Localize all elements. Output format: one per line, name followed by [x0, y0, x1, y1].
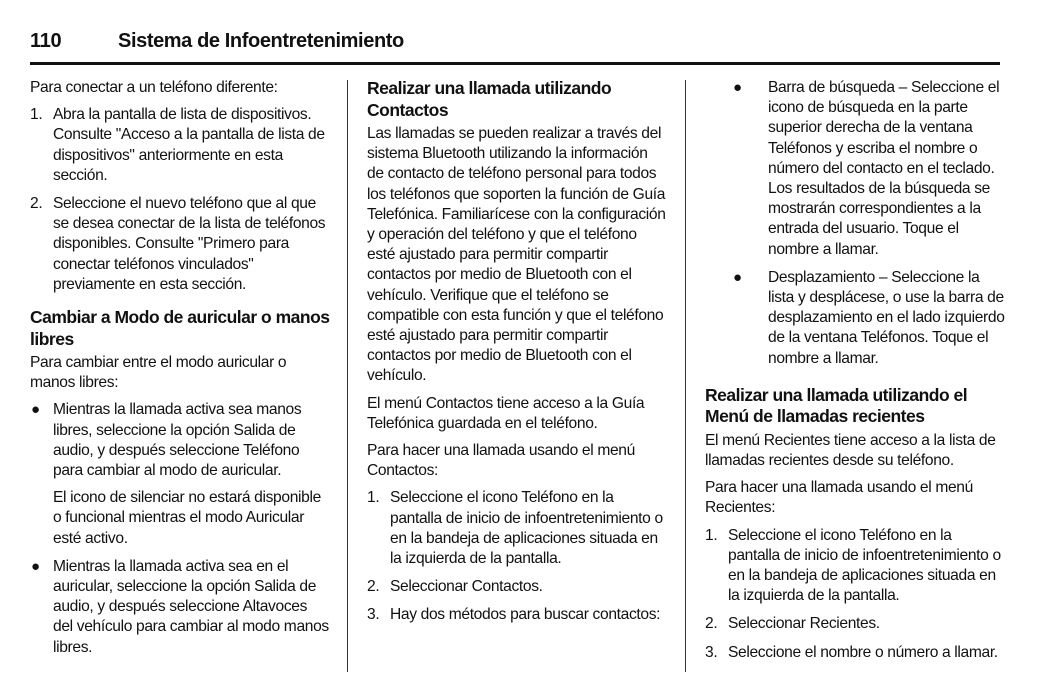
list-item	[705, 643, 1005, 663]
intro-text: Para conectar a un teléfono diferente:	[30, 79, 278, 96]
section-heading: Cambiar a Modo de auricular o manos libres	[30, 307, 330, 349]
column-1	[30, 78, 330, 666]
column-divider-2	[685, 80, 686, 672]
bullet-note: El icono de silenciar no estará disponible o funcional mientras el modo Auricular esté activo.	[53, 489, 321, 547]
step-text: Seleccionar Recientes.	[728, 615, 880, 633]
numbered-list	[367, 488, 667, 625]
column-3	[705, 78, 1005, 671]
list-item	[705, 268, 1005, 369]
bullet-text: Mientras la llamada activa sea manos libres, seleccione la opción Salida de audio, y después seleccione Teléfono para cambiar al modo de auricular.	[53, 401, 302, 480]
header-rule	[30, 62, 1000, 65]
body-paragraph: Las llamadas se pueden realizar a través del sistema Bluetooth utilizando la información de contacto de teléfono personal para todos los teléfonos que soporten la función de Guía Telefónica. Familiarícese con la configuración y operación del teléfono y que el teléfono esté ajustado para permitir compartir contactos por medio de Bluetooth con el vehículo. Verifique que el teléfono se compatible con esta función y que el teléfono esté ajustado para permitir compartir contactos por medio de Bluetooth con el vehículo.	[367, 125, 666, 385]
body-paragraph: El menú Recientes tiene acceso a la lista de llamadas recientes desde su teléfono.	[705, 431, 996, 470]
step-number: 3.	[705, 643, 718, 661]
list-item	[30, 105, 330, 186]
step-text: Seleccionar Contactos.	[390, 578, 543, 596]
list-item	[30, 400, 330, 548]
section-heading: Realizar una llamada utilizando Contactos	[367, 78, 612, 120]
step-number: 2.	[367, 578, 380, 596]
step-number: 2.	[30, 195, 43, 213]
step-number: 1.	[367, 489, 380, 507]
step-number: 3.	[367, 606, 380, 624]
step-number: 1.	[705, 526, 718, 544]
step-number: 1.	[30, 106, 43, 124]
bullet-mark: ●	[733, 79, 742, 96]
step-text: Abra la pantalla de lista de dispositivos. Consulte "Acceso a la pantalla de lista de dispositivos" anteriormente en esta sección.	[53, 106, 325, 184]
list-item	[705, 526, 1005, 607]
intro-text: Para cambiar entre el modo auricular o manos libres:	[30, 354, 287, 392]
page-header	[30, 30, 1000, 62]
list-item	[705, 614, 1005, 634]
list-item	[367, 577, 667, 597]
bullet-text: Mientras la llamada activa sea en el auricular, seleccione la opción Salida de audio, y después seleccione Altavoces del vehículo para cambiar al modo manos libres.	[53, 557, 329, 656]
bullet-text: Barra de búsqueda – Seleccione el icono de búsqueda en la parte superior derecha de la ventana Teléfonos y escriba el nombre o número del contacto en el teclado. Los resultados de la búsqueda se mostrarán correspondientes a la entrada del usuario. Toque el nombre a llamar.	[768, 79, 1000, 258]
numbered-list	[705, 526, 1005, 663]
chapter-title: Sistema de Infoentretenimiento	[118, 30, 404, 52]
step-text: Seleccione el icono Teléfono en la pantalla de inicio de infoentretenimiento o en la bandeja de aplicaciones situada en la izquierda de la pantalla.	[728, 526, 1001, 605]
list-item	[30, 194, 330, 295]
list-item	[30, 557, 330, 658]
column-2	[367, 78, 667, 634]
bullet-mark: ●	[31, 401, 40, 419]
body-paragraph: El menú Contactos tiene acceso a la Guía Telefónica guardada en el teléfono.	[367, 394, 645, 432]
bullet-mark: ●	[733, 268, 742, 286]
bullet-mark: ●	[31, 557, 40, 575]
bullet-list	[30, 400, 330, 657]
step-text: Seleccione el nuevo teléfono que al que se desea conectar de la lista de teléfonos disponibles. Consulte "Primero para conectar teléfonos vinculados" previamente en esta sección.	[53, 195, 326, 293]
body-paragraph: Para hacer una llamada usando el menú Contactos:	[367, 442, 635, 480]
page-number: 110	[30, 30, 62, 52]
step-number: 2.	[705, 615, 718, 633]
section-heading: Realizar una llamada utilizando el Menú de llamadas recientes	[705, 384, 968, 427]
step-text: Seleccione el icono Teléfono en la pantalla de inicio de infoentretenimiento o en la bandeja de aplicaciones situada en la izquierda de la pantalla.	[390, 489, 663, 568]
list-item	[705, 78, 1005, 260]
step-text: Seleccione el nombre o número a llamar.	[728, 643, 998, 661]
body-paragraph: Para hacer una llamada usando el menú Recientes:	[705, 479, 973, 517]
column-divider-1	[347, 80, 348, 672]
bullet-text: Desplazamiento – Seleccione la lista y desplácese, o use la barra de desplazamiento en el lado izquierdo de la ventana Teléfonos. Toque el nombre a llamar.	[768, 268, 1005, 367]
numbered-list	[30, 105, 330, 295]
step-text: Hay dos métodos para buscar contactos:	[390, 606, 661, 624]
list-item	[367, 605, 667, 625]
bullet-list	[705, 78, 1005, 369]
list-item	[367, 488, 667, 569]
